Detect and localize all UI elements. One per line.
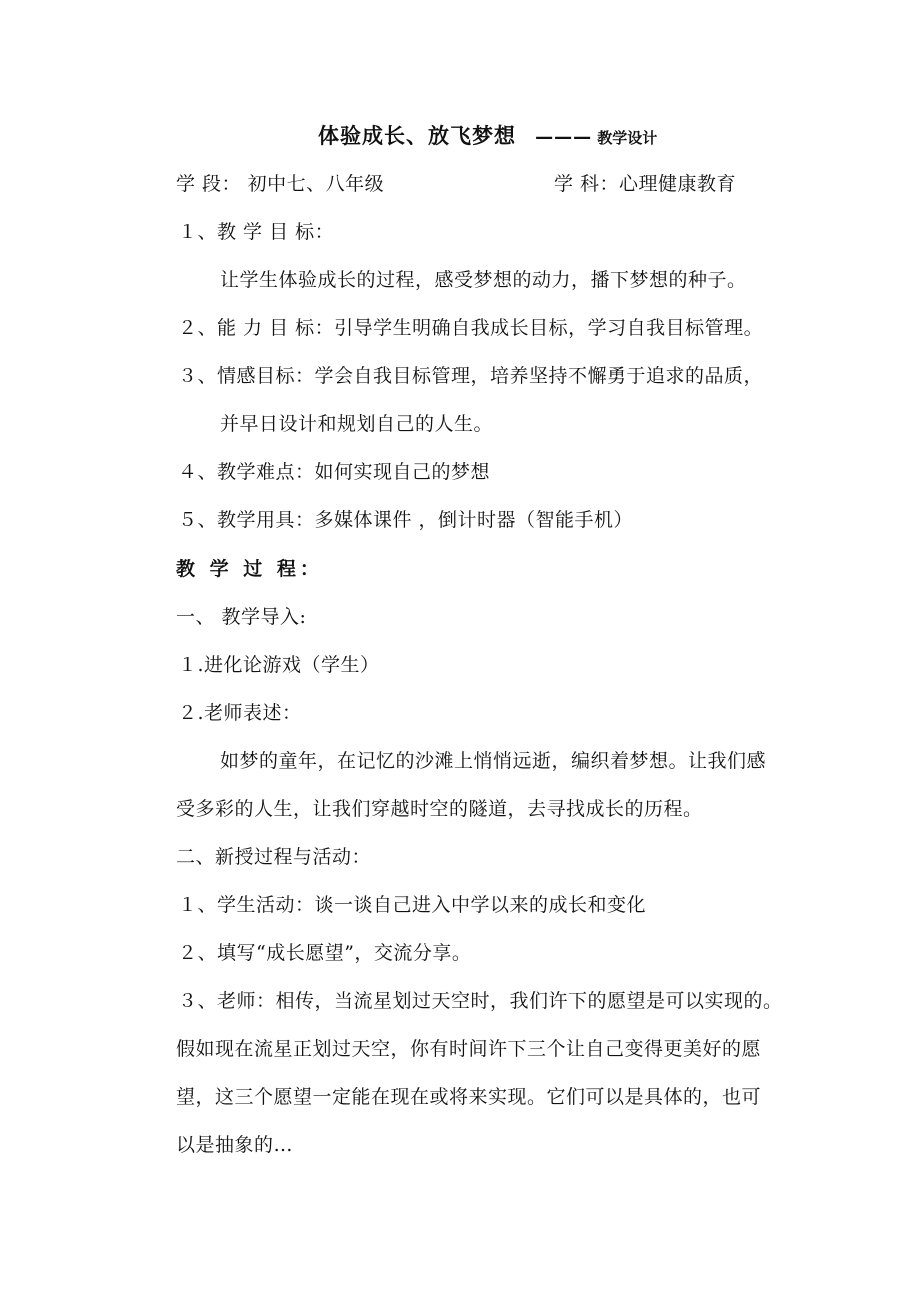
title-dashes: ——— [535, 127, 593, 148]
activity-1: １、学生活动：谈一谈自己进入中学以来的成长和变化 [178, 894, 647, 916]
teaching-difficulty: ４、教学难点：如何实现自己的梦想 [178, 461, 491, 483]
emotion-goal-line-2: 并早日设计和规划自己的人生。 [220, 413, 494, 435]
teaching-tools: ５、教学用具：多媒体课件 ，倒计时器（智能手机） [178, 509, 634, 531]
intro-item-1: １.进化论游戏（学生） [178, 654, 380, 676]
subject-label: 学 科：心理健康教育 [554, 173, 737, 195]
process-heading: 教 学 过 程： [176, 558, 323, 580]
ability-goal: ２、能 力 目 标：引导学生明确自我成长目标，学习自我目标管理。 [178, 317, 764, 339]
activity-3-line-4: 以是抽象的… [176, 1134, 294, 1156]
intro-item-2: ２.老师表述： [178, 702, 302, 724]
title-main: 体验成长、放飞梦想 [318, 124, 516, 148]
objectives-heading: １、教 学 目 标： [178, 221, 335, 243]
new-lesson-heading: 二、新授过程与活动： [176, 846, 372, 868]
document-title [318, 122, 657, 152]
goal-text: 让学生体验成长的过程，感受梦想的动力，播下梦想的种子。 [220, 269, 747, 291]
intro-paragraph-line-1: 如梦的童年，在记忆的沙滩上悄悄远逝，编织着梦想。让我们感 [220, 750, 767, 772]
stage-label: 学 段： 初中七、八年级 [176, 173, 385, 195]
intro-paragraph-line-2: 受多彩的人生，让我们穿越时空的隧道，去寻找成长的历程。 [176, 798, 703, 820]
activity-3-line-3: 望，这三个愿望一定能在现在或将来实现。它们可以是具体的，也可 [176, 1086, 762, 1108]
activity-3-line-1: ３、老师：相传，当流星划过天空时，我们许下的愿望是可以实现的。 [178, 990, 783, 1012]
activity-2: ２、填写“成长愿望”，交流分享。 [178, 942, 472, 964]
intro-heading: 一、 教学导入: [176, 606, 307, 628]
title-subtitle: 教学设计 [597, 129, 658, 147]
emotion-goal-line-1: ３、情感目标：学会自我目标管理，培养坚持不懈勇于追求的品质， [178, 365, 764, 387]
activity-3-line-2: 假如现在流星正划过天空，你有时间许下三个让自己变得更美好的愿 [176, 1038, 762, 1060]
